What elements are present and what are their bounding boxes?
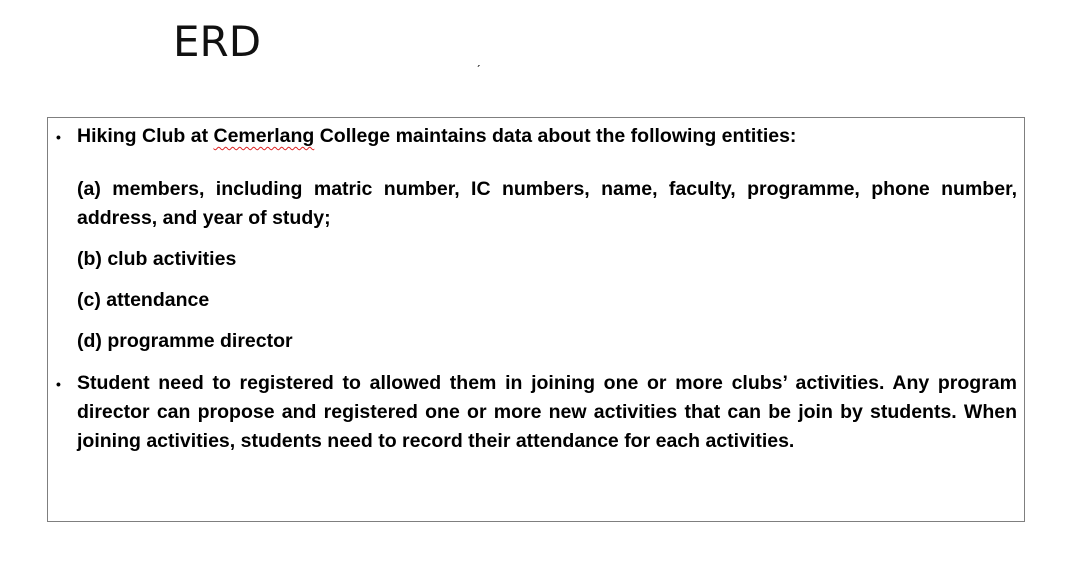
entity-item-programme-director: (d) programme director xyxy=(77,330,293,352)
intro-prefix: Hiking Club at xyxy=(77,125,214,147)
entity-item-members: (a) members, including matric number, IC numbers, name, faculty, programme, phone number, address, and year of study; xyxy=(77,178,1017,229)
bullet-2-rules: Student need to registered to allowed them in joining one or more clubs’ activities. Any program director can propose and registered one or more new activities that can be join by students. When joining activities, students need to record their attendance for each activities. xyxy=(77,372,1017,452)
stray-mark: ˏ xyxy=(476,51,481,67)
college-name: Cemerlang xyxy=(213,125,315,147)
content-text-box[interactable] xyxy=(47,117,1025,522)
intro-suffix: College maintains data about the following entities: xyxy=(314,125,797,147)
bullet-2-marker: • xyxy=(56,376,61,392)
entity-item-club-activities: (b) club activities xyxy=(77,248,237,270)
bullet-1-intro xyxy=(77,122,1017,151)
bullet-1-marker: • xyxy=(56,129,61,145)
entity-item-attendance: (c) attendance xyxy=(77,289,210,311)
slide-title: ERD xyxy=(173,17,262,66)
